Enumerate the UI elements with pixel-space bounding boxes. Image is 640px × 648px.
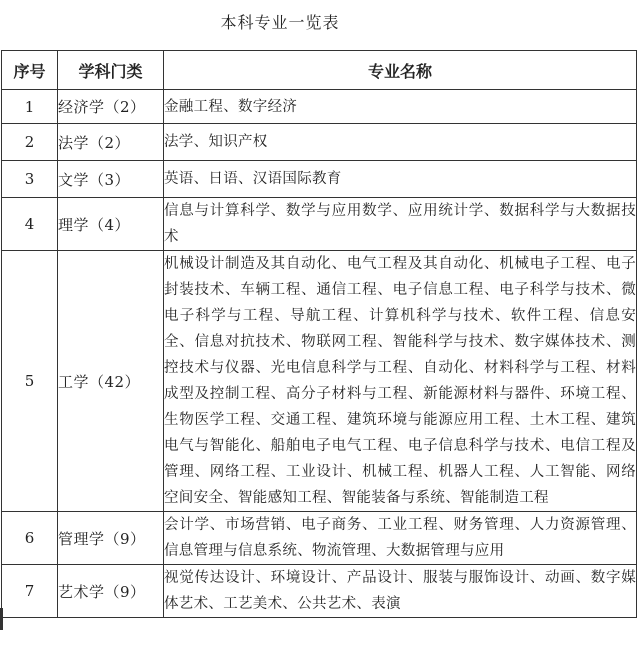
table-row xyxy=(2,512,637,565)
row-index: 3 xyxy=(2,161,58,198)
row-category: 管理学（9） xyxy=(58,512,164,565)
table-row xyxy=(2,198,637,251)
row-majors: 会计学、市场营销、电子商务、工业工程、财务管理、人力资源管理、信息管理与信息系统、物流管理、大数据管理与应用 xyxy=(164,512,637,565)
row-category: 法学（2） xyxy=(58,124,164,161)
row-category: 工学（42） xyxy=(58,251,164,512)
table-row xyxy=(2,124,637,161)
row-index: 7 xyxy=(2,565,58,618)
row-index: 5 xyxy=(2,251,58,512)
row-category: 艺术学（9） xyxy=(58,565,164,618)
row-majors: 法学、知识产权 xyxy=(164,124,637,161)
row-majors: 英语、日语、汉语国际教育 xyxy=(164,161,637,198)
majors-table xyxy=(1,50,637,618)
header-majors: 专业名称 xyxy=(164,51,637,90)
edge-mark xyxy=(0,608,3,630)
table-row xyxy=(2,90,637,124)
row-majors: 视觉传达设计、环境设计、产品设计、服装与服饰设计、动画、数字媒体艺术、工艺美术、公共艺术、表演 xyxy=(164,565,637,618)
row-category: 经济学（2） xyxy=(58,90,164,124)
row-category: 文学（3） xyxy=(58,161,164,198)
page-title: 本科专业一览表 xyxy=(220,13,340,32)
row-index: 6 xyxy=(2,512,58,565)
row-index: 2 xyxy=(2,124,58,161)
row-majors: 信息与计算科学、数学与应用数学、应用统计学、数据科学与大数据技术 xyxy=(164,198,637,251)
row-category: 理学（4） xyxy=(58,198,164,251)
row-majors: 机械设计制造及其自动化、电气工程及其自动化、机械电子工程、电子封装技术、车辆工程、通信工程、电子信息工程、电子科学与技术、微电子科学与工程、导航工程、计算机科学与技术、软件工程、信息安全、信息对抗技术、物联网工程、智能科学与技术、数字媒体技术、测控技术与仪器、光电信息科学与工程、自动化、材料科学与工程、材料成型及控制工程、高分子材料与工程、新能源材料与器件、环境工程、生物医学工程、交通工程、建筑环境与能源应用工程、土木工程、建筑电气与智能化、船舶电子电气工程、电子信息科学与技术、电信工程及管理、网络工程、工业设计、机械工程、机器人工程、人工智能、网络空间安全、智能感知工程、智能装备与系统、智能制造工程 xyxy=(164,251,637,512)
table-row xyxy=(2,565,637,618)
row-index: 4 xyxy=(2,198,58,251)
row-majors: 金融工程、数字经济 xyxy=(164,90,637,124)
header-index: 序号 xyxy=(2,51,58,90)
table-header-row xyxy=(2,51,637,90)
header-category: 学科门类 xyxy=(58,51,164,90)
table-row xyxy=(2,161,637,198)
row-index: 1 xyxy=(2,90,58,124)
table-row xyxy=(2,251,637,512)
